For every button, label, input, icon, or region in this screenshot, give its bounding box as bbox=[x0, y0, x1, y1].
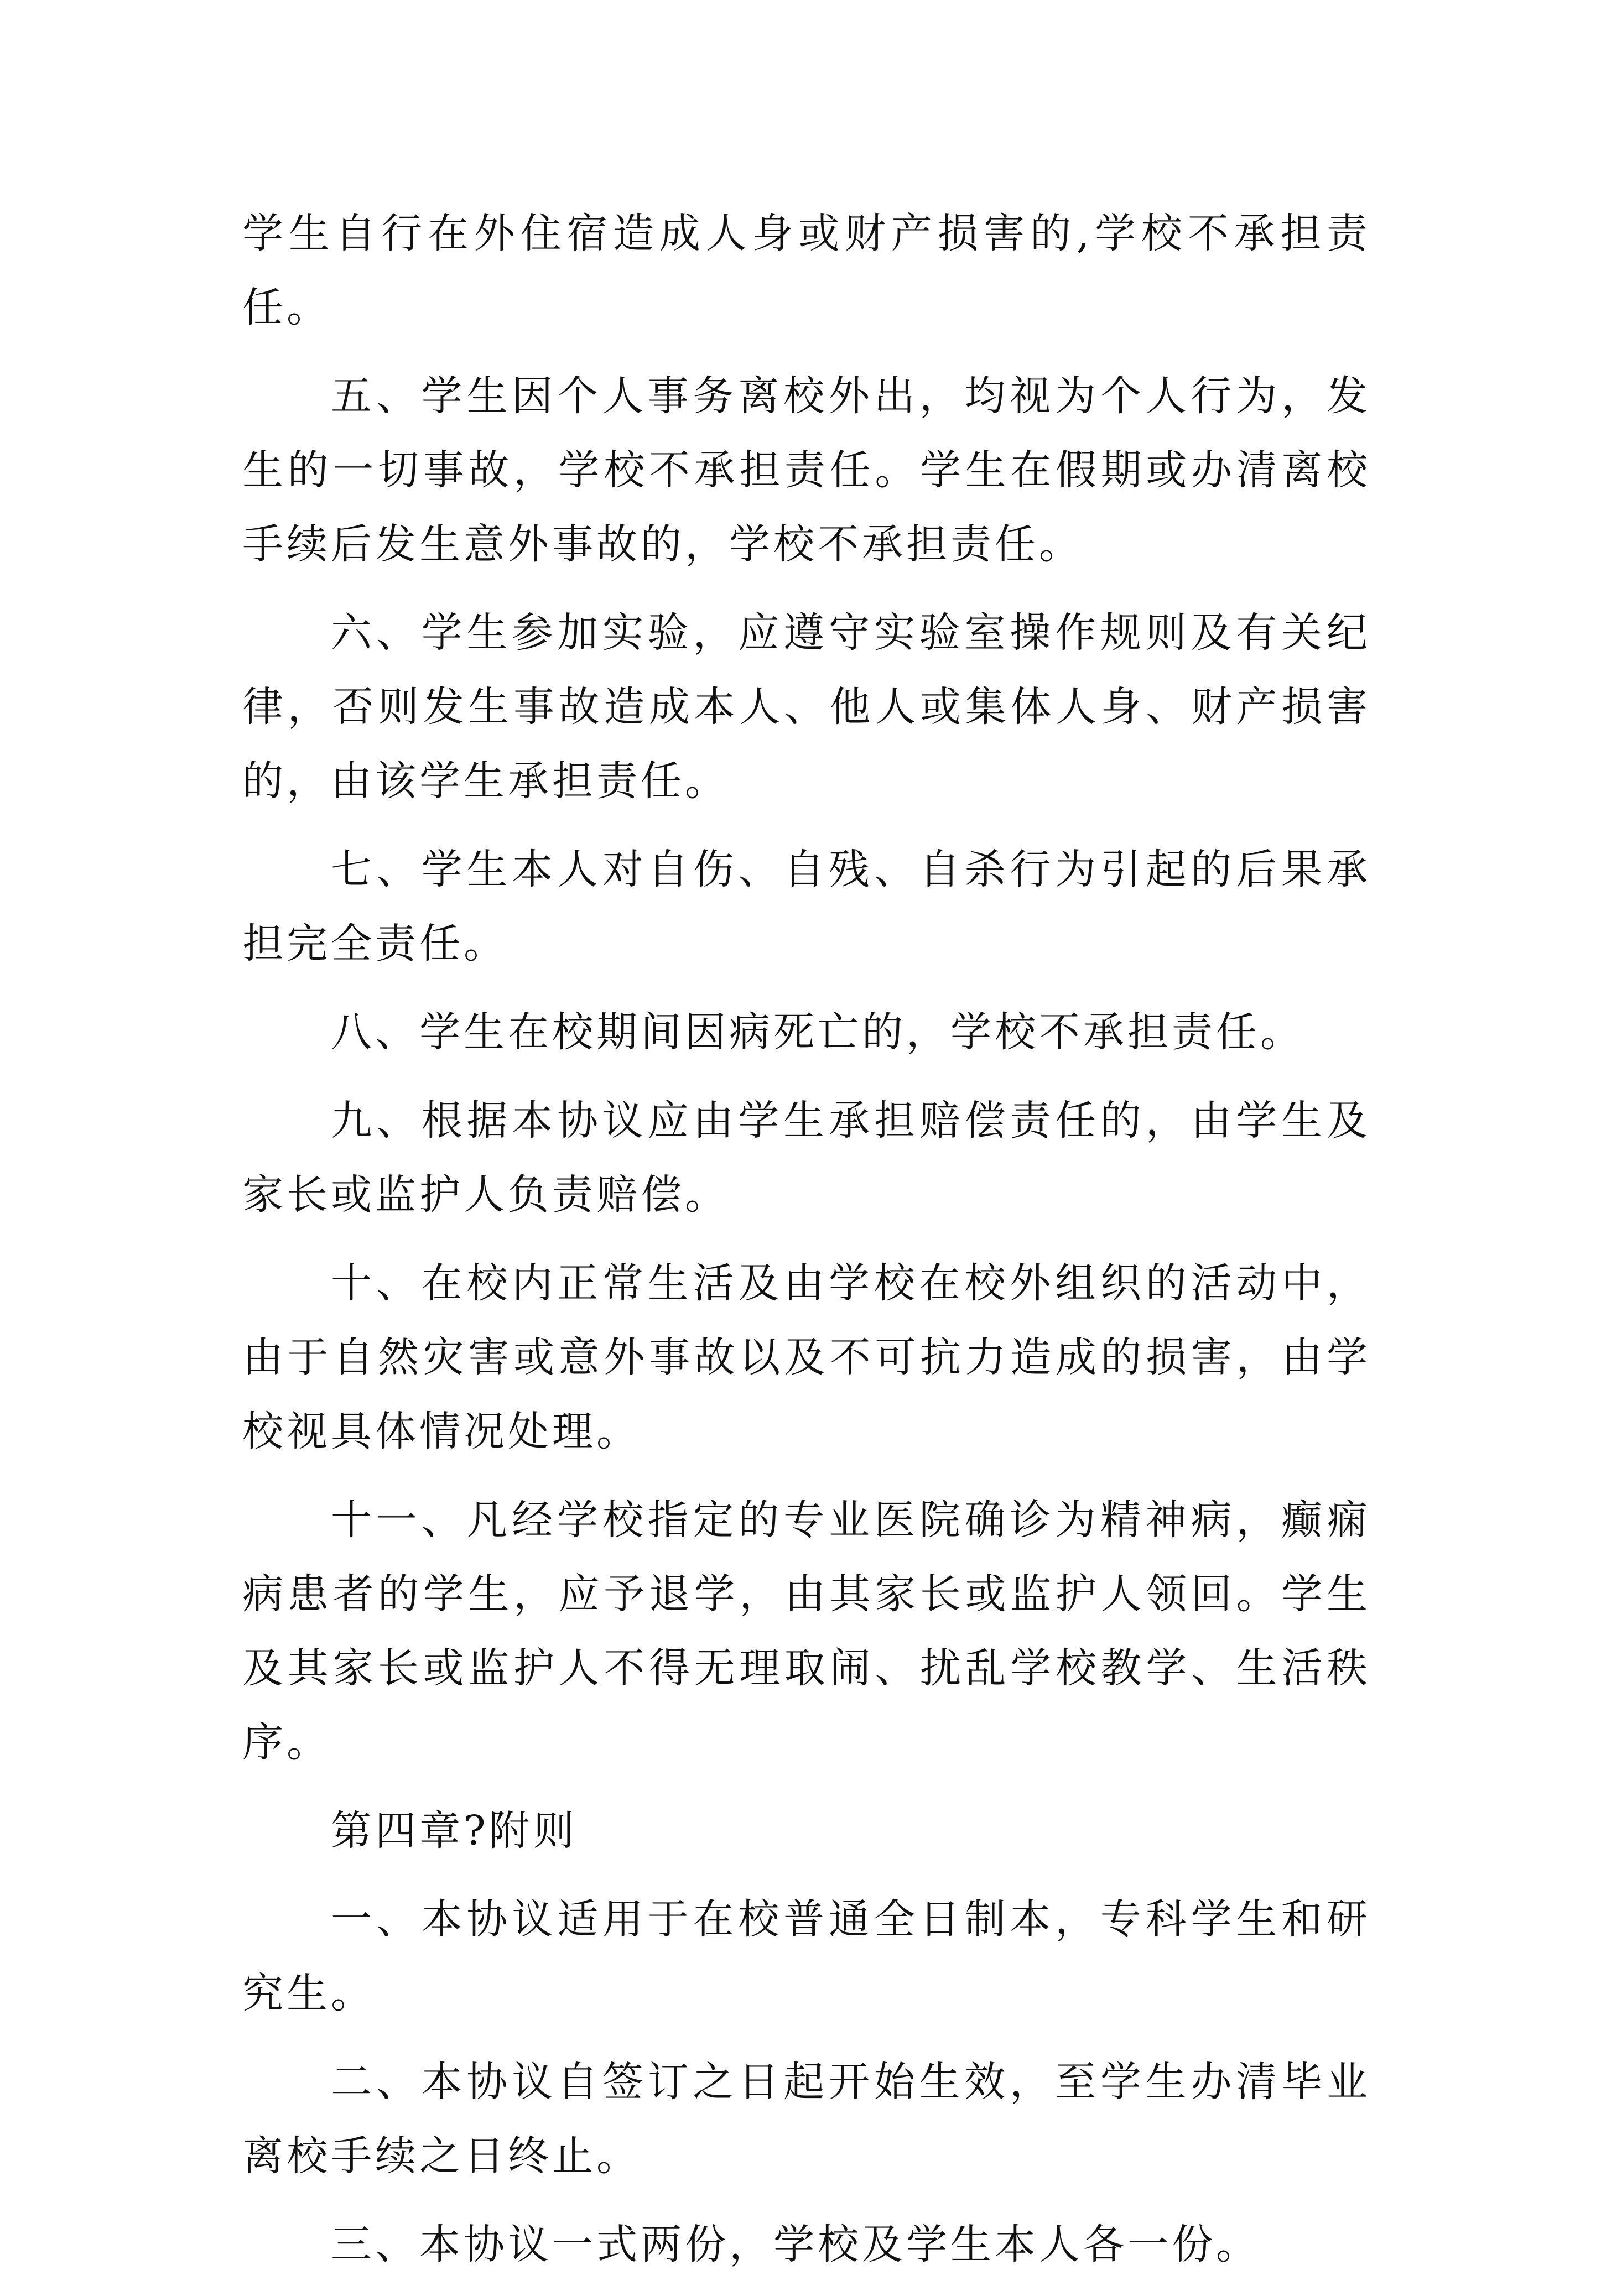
document-body bbox=[242, 196, 1371, 2296]
chapter-heading: 第四章?附则 bbox=[331, 1807, 578, 1855]
paragraph-clause-5: 五、学生因个人事务离校外出，均视为个人行为，发生的一切事故，学校不承担责任。学生在假期或办清离校手续后发生意外事故的，学校不承担责任。 bbox=[242, 372, 1371, 568]
paragraph-clause-7: 七、学生本人对自伤、自残、自杀行为引起的后果承担完全责任。 bbox=[242, 846, 1371, 967]
paragraph-clause-9: 九、根据本协议应由学生承担赔偿责任的，由学生及家长或监护人负责赔偿。 bbox=[242, 1097, 1371, 1219]
paragraph-appendix-1: 一、本协议适用于在校普通全日制本，专科学生和研究生。 bbox=[242, 1896, 1371, 2017]
paragraph-clause-6: 六、学生参加实验，应遵守实验室操作规则及有关纪律，否则发生事故造成本人、他人或集体人身、财产损害的，由该学生承担责任。 bbox=[242, 609, 1371, 805]
paragraph-appendix-3: 三、本协议一式两份，学校及学生本人各一份。 bbox=[331, 2221, 1260, 2268]
paragraph-continuation: 学生自行在外住宿造成人身或财产损害的,学校不承担责任。 bbox=[242, 210, 1371, 331]
paragraph-clause-11: 十一、凡经学校指定的专业医院确诊为精神病，癫痫病患者的学生，应予退学，由其家长或监护人领回。学生及其家长或监护人不得无理取闹、扰乱学校教学、生活秩序。 bbox=[242, 1496, 1371, 1766]
paragraph-appendix-2: 二、本协议自签订之日起开始生效，至学生办清毕业离校手续之日终止。 bbox=[242, 2058, 1371, 2180]
paragraph-clause-10: 十、在校内正常生活及由学校在校外组织的活动中，由于自然灾害或意外事故以及不可抗力造成的损害，由学校视具体情况处理。 bbox=[242, 1259, 1371, 1455]
paragraph-clause-8: 八、学生在校期间因病死亡的，学校不承担责任。 bbox=[331, 1008, 1304, 1056]
